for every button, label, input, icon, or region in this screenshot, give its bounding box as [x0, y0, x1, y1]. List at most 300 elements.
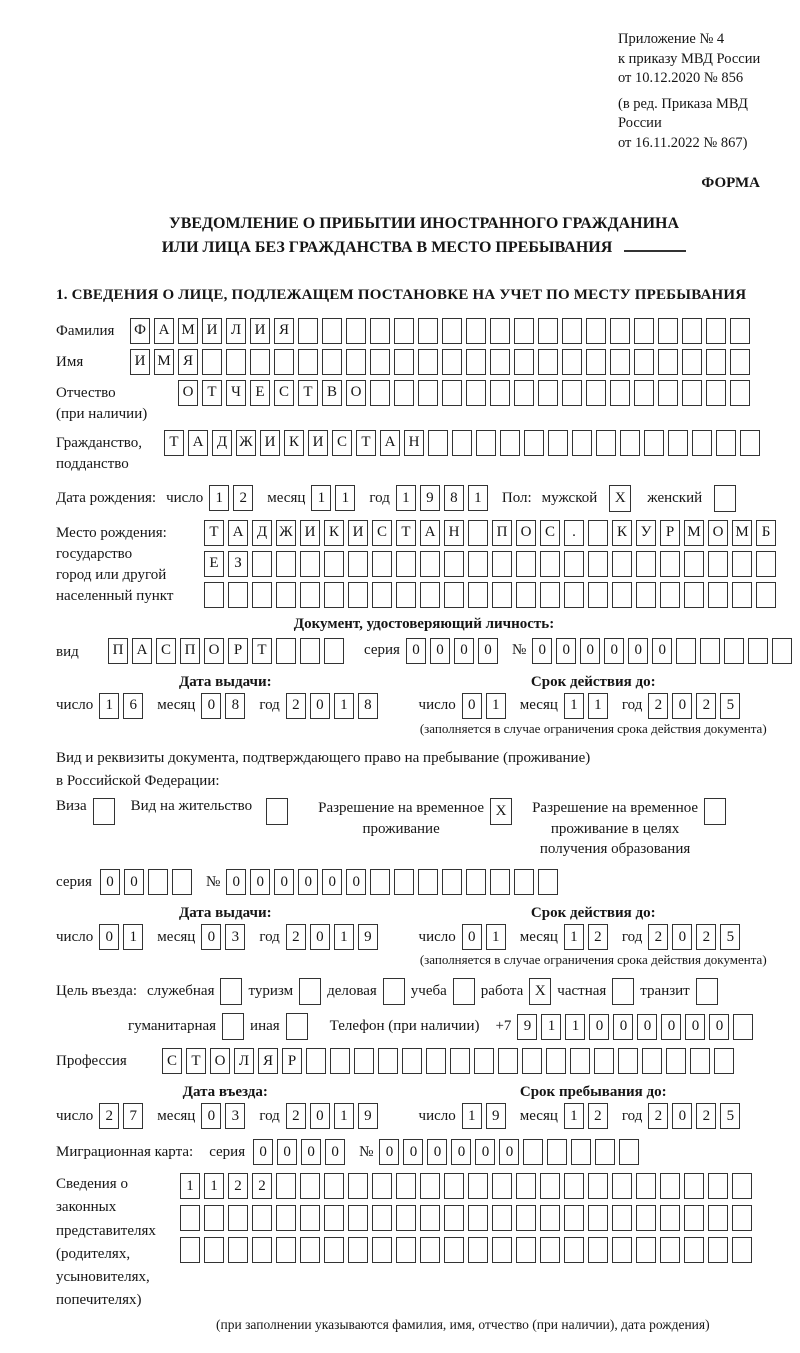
char-cell[interactable]: 0 [628, 638, 648, 664]
char-cell[interactable] [492, 582, 512, 608]
char-cell[interactable] [468, 520, 488, 546]
char-cell[interactable] [612, 1205, 632, 1231]
char-cell[interactable] [300, 1237, 320, 1263]
char-cell[interactable] [612, 582, 632, 608]
char-cell[interactable] [586, 318, 606, 344]
char-cell[interactable] [732, 1237, 752, 1263]
char-cell[interactable]: А [420, 520, 440, 546]
char-cell[interactable] [500, 430, 520, 456]
char-cell[interactable]: 0 [499, 1139, 519, 1165]
char-cell[interactable] [298, 349, 318, 375]
char-cell[interactable]: А [380, 430, 400, 456]
char-cell[interactable]: Е [250, 380, 270, 406]
edu-residence-checkbox[interactable] [704, 798, 726, 825]
char-cell[interactable]: С [156, 638, 176, 664]
char-cell[interactable] [426, 1048, 446, 1074]
char-cell[interactable] [300, 1205, 320, 1231]
char-cell[interactable] [660, 1205, 680, 1231]
char-cell[interactable]: С [274, 380, 294, 406]
char-cell[interactable]: 0 [322, 869, 342, 895]
char-cell[interactable] [772, 638, 792, 664]
char-cell[interactable]: 0 [310, 1103, 330, 1129]
char-cell[interactable]: 1 [462, 1103, 482, 1129]
char-cell[interactable]: 2 [648, 1103, 668, 1129]
char-cell[interactable]: О [204, 638, 224, 664]
char-cell[interactable] [514, 318, 534, 344]
char-cell[interactable] [714, 1048, 734, 1074]
gender-female-checkbox[interactable] [714, 485, 736, 512]
char-cell[interactable] [372, 1205, 392, 1231]
char-cell[interactable] [562, 380, 582, 406]
char-cell[interactable]: 5 [720, 1103, 740, 1129]
char-cell[interactable] [492, 1205, 512, 1231]
char-cell[interactable] [442, 349, 462, 375]
char-cell[interactable]: 9 [358, 1103, 378, 1129]
char-cell[interactable] [546, 1048, 566, 1074]
char-cell[interactable] [588, 551, 608, 577]
char-cell[interactable]: Я [274, 318, 294, 344]
char-cell[interactable]: О [210, 1048, 230, 1074]
char-cell[interactable]: 1 [486, 924, 506, 950]
gender-male-checkbox[interactable]: X [609, 485, 631, 512]
char-cell[interactable]: 0 [672, 693, 692, 719]
char-cell[interactable] [252, 1237, 272, 1263]
char-cell[interactable] [180, 1205, 200, 1231]
char-cell[interactable] [730, 349, 750, 375]
char-cell[interactable] [540, 551, 560, 577]
char-cell[interactable] [394, 380, 414, 406]
char-cell[interactable] [708, 1205, 728, 1231]
char-cell[interactable]: 0 [250, 869, 270, 895]
char-cell[interactable] [370, 318, 390, 344]
char-cell[interactable]: М [154, 349, 174, 375]
char-cell[interactable] [442, 869, 462, 895]
char-cell[interactable]: П [108, 638, 128, 664]
char-cell[interactable]: А [154, 318, 174, 344]
char-cell[interactable] [538, 380, 558, 406]
purpose-commercial-checkbox[interactable] [383, 978, 405, 1005]
char-cell[interactable] [636, 1173, 656, 1199]
char-cell[interactable] [634, 380, 654, 406]
char-cell[interactable]: Б [756, 520, 776, 546]
char-cell[interactable] [684, 1205, 704, 1231]
char-cell[interactable]: 8 [444, 485, 464, 511]
char-cell[interactable] [346, 318, 366, 344]
char-cell[interactable] [547, 1139, 567, 1165]
char-cell[interactable]: 1 [334, 924, 354, 950]
char-cell[interactable] [468, 1173, 488, 1199]
char-cell[interactable]: 8 [225, 693, 245, 719]
char-cell[interactable] [420, 1205, 440, 1231]
char-cell[interactable] [570, 1048, 590, 1074]
char-cell[interactable] [468, 1237, 488, 1263]
char-cell[interactable] [682, 380, 702, 406]
char-cell[interactable] [660, 551, 680, 577]
char-cell[interactable] [732, 551, 752, 577]
char-cell[interactable]: 2 [696, 693, 716, 719]
char-cell[interactable] [586, 349, 606, 375]
purpose-other-checkbox[interactable] [286, 1013, 308, 1040]
char-cell[interactable]: 0 [709, 1014, 729, 1040]
char-cell[interactable]: О [708, 520, 728, 546]
char-cell[interactable]: И [202, 318, 222, 344]
char-cell[interactable]: 2 [233, 485, 253, 511]
char-cell[interactable] [636, 1237, 656, 1263]
char-cell[interactable] [684, 1173, 704, 1199]
char-cell[interactable]: З [228, 551, 248, 577]
char-cell[interactable]: Ж [276, 520, 296, 546]
char-cell[interactable]: 1 [486, 693, 506, 719]
char-cell[interactable]: 1 [541, 1014, 561, 1040]
char-cell[interactable]: 0 [454, 638, 474, 664]
char-cell[interactable]: 0 [403, 1139, 423, 1165]
char-cell[interactable]: Р [660, 520, 680, 546]
char-cell[interactable] [660, 1173, 680, 1199]
char-cell[interactable] [514, 380, 534, 406]
char-cell[interactable] [250, 349, 270, 375]
char-cell[interactable] [324, 582, 344, 608]
char-cell[interactable]: 8 [358, 693, 378, 719]
char-cell[interactable] [660, 1237, 680, 1263]
char-cell[interactable]: 3 [225, 924, 245, 950]
char-cell[interactable]: 0 [652, 638, 672, 664]
purpose-private-checkbox[interactable] [612, 978, 634, 1005]
char-cell[interactable] [394, 349, 414, 375]
char-cell[interactable] [396, 1237, 416, 1263]
char-cell[interactable]: 0 [637, 1014, 657, 1040]
char-cell[interactable] [562, 349, 582, 375]
char-cell[interactable]: И [130, 349, 150, 375]
char-cell[interactable] [442, 318, 462, 344]
char-cell[interactable] [588, 520, 608, 546]
char-cell[interactable] [492, 551, 512, 577]
char-cell[interactable]: 1 [335, 485, 355, 511]
char-cell[interactable] [588, 582, 608, 608]
char-cell[interactable]: Ч [226, 380, 246, 406]
char-cell[interactable]: И [250, 318, 270, 344]
char-cell[interactable]: Т [164, 430, 184, 456]
char-cell[interactable] [228, 1205, 248, 1231]
char-cell[interactable] [564, 1205, 584, 1231]
char-cell[interactable]: 2 [648, 693, 668, 719]
char-cell[interactable]: 0 [478, 638, 498, 664]
char-cell[interactable]: Ж [236, 430, 256, 456]
char-cell[interactable]: 1 [564, 924, 584, 950]
char-cell[interactable]: Е [204, 551, 224, 577]
char-cell[interactable] [538, 318, 558, 344]
char-cell[interactable] [516, 551, 536, 577]
char-cell[interactable] [564, 582, 584, 608]
char-cell[interactable] [514, 869, 534, 895]
char-cell[interactable] [252, 551, 272, 577]
char-cell[interactable]: М [684, 520, 704, 546]
char-cell[interactable]: . [564, 520, 584, 546]
char-cell[interactable] [540, 1173, 560, 1199]
char-cell[interactable] [418, 869, 438, 895]
char-cell[interactable]: И [300, 520, 320, 546]
char-cell[interactable]: С [372, 520, 392, 546]
char-cell[interactable] [612, 1173, 632, 1199]
char-cell[interactable]: 2 [588, 1103, 608, 1129]
char-cell[interactable] [402, 1048, 422, 1074]
char-cell[interactable] [394, 869, 414, 895]
temp-residence-checkbox[interactable]: X [490, 798, 512, 825]
char-cell[interactable] [524, 430, 544, 456]
char-cell[interactable] [420, 1237, 440, 1263]
char-cell[interactable]: 0 [462, 693, 482, 719]
char-cell[interactable]: Т [356, 430, 376, 456]
char-cell[interactable]: 0 [346, 869, 366, 895]
char-cell[interactable]: 2 [99, 1103, 119, 1129]
char-cell[interactable] [516, 1173, 536, 1199]
char-cell[interactable] [610, 380, 630, 406]
char-cell[interactable] [700, 638, 720, 664]
char-cell[interactable] [370, 869, 390, 895]
char-cell[interactable] [516, 1237, 536, 1263]
char-cell[interactable]: Я [178, 349, 198, 375]
char-cell[interactable]: Л [234, 1048, 254, 1074]
char-cell[interactable] [756, 551, 776, 577]
char-cell[interactable] [444, 1237, 464, 1263]
char-cell[interactable] [564, 1237, 584, 1263]
char-cell[interactable] [676, 638, 696, 664]
char-cell[interactable]: 9 [420, 485, 440, 511]
char-cell[interactable] [466, 380, 486, 406]
char-cell[interactable] [420, 582, 440, 608]
char-cell[interactable]: 2 [286, 693, 306, 719]
residence-permit-checkbox[interactable] [266, 798, 288, 825]
char-cell[interactable] [706, 380, 726, 406]
char-cell[interactable]: С [540, 520, 560, 546]
char-cell[interactable]: 6 [123, 693, 143, 719]
char-cell[interactable]: 0 [298, 869, 318, 895]
char-cell[interactable] [516, 1205, 536, 1231]
char-cell[interactable] [748, 638, 768, 664]
char-cell[interactable]: П [180, 638, 200, 664]
char-cell[interactable] [468, 551, 488, 577]
char-cell[interactable] [468, 582, 488, 608]
char-cell[interactable] [634, 318, 654, 344]
char-cell[interactable] [252, 582, 272, 608]
char-cell[interactable] [444, 1173, 464, 1199]
char-cell[interactable] [612, 551, 632, 577]
char-cell[interactable] [610, 349, 630, 375]
char-cell[interactable]: 0 [604, 638, 624, 664]
char-cell[interactable] [612, 1237, 632, 1263]
char-cell[interactable] [644, 430, 664, 456]
char-cell[interactable] [740, 430, 760, 456]
char-cell[interactable]: 2 [648, 924, 668, 950]
char-cell[interactable]: К [324, 520, 344, 546]
char-cell[interactable]: 0 [253, 1139, 273, 1165]
char-cell[interactable]: 0 [379, 1139, 399, 1165]
char-cell[interactable] [324, 1237, 344, 1263]
char-cell[interactable] [276, 638, 296, 664]
char-cell[interactable]: 1 [123, 924, 143, 950]
char-cell[interactable] [732, 1205, 752, 1231]
char-cell[interactable]: 2 [696, 924, 716, 950]
char-cell[interactable] [276, 1205, 296, 1231]
char-cell[interactable] [450, 1048, 470, 1074]
char-cell[interactable]: Ф [130, 318, 150, 344]
char-cell[interactable] [730, 380, 750, 406]
char-cell[interactable]: 1 [468, 485, 488, 511]
char-cell[interactable]: 1 [180, 1173, 200, 1199]
char-cell[interactable]: 0 [613, 1014, 633, 1040]
char-cell[interactable]: 0 [100, 869, 120, 895]
char-cell[interactable]: 2 [228, 1173, 248, 1199]
char-cell[interactable]: 0 [475, 1139, 495, 1165]
char-cell[interactable]: 2 [588, 924, 608, 950]
char-cell[interactable] [658, 318, 678, 344]
char-cell[interactable] [610, 318, 630, 344]
char-cell[interactable]: С [332, 430, 352, 456]
char-cell[interactable] [666, 1048, 686, 1074]
char-cell[interactable] [204, 582, 224, 608]
char-cell[interactable] [756, 582, 776, 608]
char-cell[interactable] [396, 582, 416, 608]
char-cell[interactable]: 0 [589, 1014, 609, 1040]
char-cell[interactable]: М [732, 520, 752, 546]
char-cell[interactable] [468, 1205, 488, 1231]
char-cell[interactable] [474, 1048, 494, 1074]
char-cell[interactable] [706, 318, 726, 344]
char-cell[interactable] [396, 1173, 416, 1199]
char-cell[interactable] [444, 551, 464, 577]
char-cell[interactable]: 0 [201, 1103, 221, 1129]
char-cell[interactable] [724, 638, 744, 664]
char-cell[interactable]: 5 [720, 924, 740, 950]
char-cell[interactable]: 1 [588, 693, 608, 719]
char-cell[interactable]: А [228, 520, 248, 546]
char-cell[interactable] [202, 349, 222, 375]
char-cell[interactable]: 0 [427, 1139, 447, 1165]
char-cell[interactable] [684, 1237, 704, 1263]
char-cell[interactable] [324, 638, 344, 664]
char-cell[interactable]: Д [252, 520, 272, 546]
char-cell[interactable]: А [188, 430, 208, 456]
char-cell[interactable]: 1 [334, 1103, 354, 1129]
char-cell[interactable] [348, 1237, 368, 1263]
char-cell[interactable] [276, 551, 296, 577]
char-cell[interactable] [324, 1173, 344, 1199]
char-cell[interactable] [682, 318, 702, 344]
char-cell[interactable] [418, 318, 438, 344]
char-cell[interactable] [442, 380, 462, 406]
char-cell[interactable] [733, 1014, 753, 1040]
char-cell[interactable]: Н [444, 520, 464, 546]
char-cell[interactable] [548, 430, 568, 456]
char-cell[interactable]: 0 [201, 693, 221, 719]
char-cell[interactable]: 7 [123, 1103, 143, 1129]
char-cell[interactable] [204, 1237, 224, 1263]
char-cell[interactable] [300, 551, 320, 577]
char-cell[interactable] [444, 582, 464, 608]
char-cell[interactable] [418, 349, 438, 375]
char-cell[interactable] [588, 1173, 608, 1199]
char-cell[interactable] [372, 551, 392, 577]
char-cell[interactable]: О [516, 520, 536, 546]
char-cell[interactable] [490, 318, 510, 344]
char-cell[interactable]: 1 [204, 1173, 224, 1199]
char-cell[interactable] [706, 349, 726, 375]
char-cell[interactable]: Н [404, 430, 424, 456]
char-cell[interactable] [420, 551, 440, 577]
char-cell[interactable]: К [284, 430, 304, 456]
char-cell[interactable] [682, 349, 702, 375]
char-cell[interactable] [658, 349, 678, 375]
char-cell[interactable]: О [178, 380, 198, 406]
char-cell[interactable] [540, 1237, 560, 1263]
char-cell[interactable] [372, 582, 392, 608]
char-cell[interactable]: И [348, 520, 368, 546]
char-cell[interactable] [466, 318, 486, 344]
char-cell[interactable] [348, 1173, 368, 1199]
char-cell[interactable]: 1 [565, 1014, 585, 1040]
char-cell[interactable]: 2 [286, 1103, 306, 1129]
char-cell[interactable] [476, 430, 496, 456]
char-cell[interactable] [620, 430, 640, 456]
char-cell[interactable]: 0 [462, 924, 482, 950]
char-cell[interactable]: 0 [672, 1103, 692, 1129]
char-cell[interactable]: Т [186, 1048, 206, 1074]
char-cell[interactable]: 5 [720, 693, 740, 719]
char-cell[interactable]: 1 [99, 693, 119, 719]
char-cell[interactable] [562, 318, 582, 344]
char-cell[interactable]: 9 [358, 924, 378, 950]
char-cell[interactable] [732, 1173, 752, 1199]
char-cell[interactable] [466, 349, 486, 375]
purpose-humanitarian-checkbox[interactable] [222, 1013, 244, 1040]
char-cell[interactable] [730, 318, 750, 344]
char-cell[interactable]: О [346, 380, 366, 406]
char-cell[interactable] [378, 1048, 398, 1074]
char-cell[interactable] [636, 551, 656, 577]
char-cell[interactable] [492, 1237, 512, 1263]
char-cell[interactable]: 0 [556, 638, 576, 664]
char-cell[interactable] [274, 349, 294, 375]
char-cell[interactable] [564, 1173, 584, 1199]
char-cell[interactable] [594, 1048, 614, 1074]
char-cell[interactable] [370, 380, 390, 406]
char-cell[interactable]: 0 [277, 1139, 297, 1165]
char-cell[interactable] [540, 1205, 560, 1231]
char-cell[interactable] [668, 430, 688, 456]
char-cell[interactable] [396, 1205, 416, 1231]
char-cell[interactable] [298, 318, 318, 344]
char-cell[interactable] [428, 430, 448, 456]
char-cell[interactable]: 2 [286, 924, 306, 950]
char-cell[interactable]: 0 [124, 869, 144, 895]
char-cell[interactable] [370, 349, 390, 375]
char-cell[interactable] [618, 1048, 638, 1074]
char-cell[interactable]: 0 [451, 1139, 471, 1165]
char-cell[interactable] [540, 582, 560, 608]
char-cell[interactable] [228, 1237, 248, 1263]
char-cell[interactable] [684, 582, 704, 608]
char-cell[interactable]: 1 [311, 485, 331, 511]
char-cell[interactable]: 0 [310, 693, 330, 719]
char-cell[interactable]: 1 [396, 485, 416, 511]
visa-checkbox[interactable] [93, 798, 115, 825]
char-cell[interactable]: Т [396, 520, 416, 546]
char-cell[interactable] [322, 318, 342, 344]
char-cell[interactable]: Т [204, 520, 224, 546]
char-cell[interactable] [300, 1173, 320, 1199]
char-cell[interactable] [276, 1173, 296, 1199]
char-cell[interactable]: 0 [226, 869, 246, 895]
char-cell[interactable]: И [308, 430, 328, 456]
